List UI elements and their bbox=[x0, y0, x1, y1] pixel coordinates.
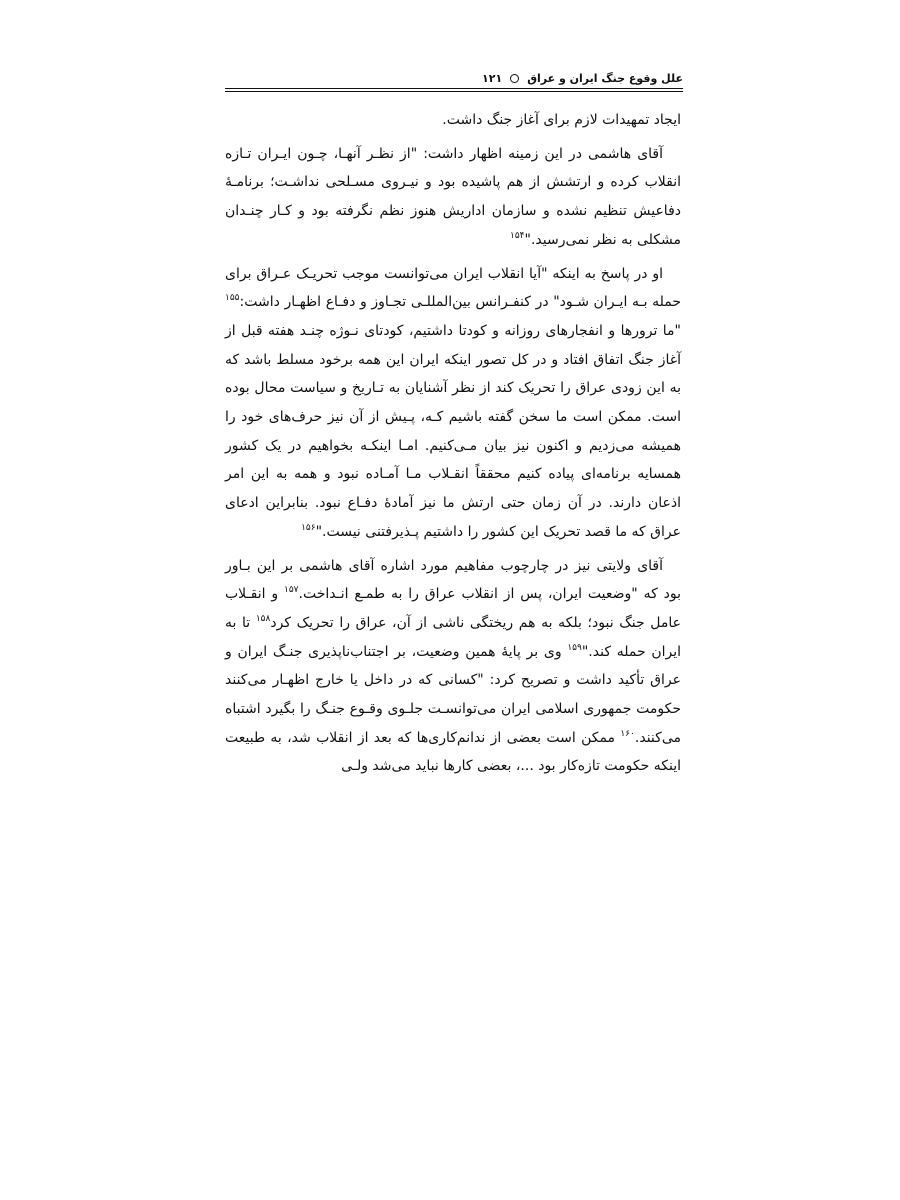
page-header bbox=[225, 70, 683, 92]
paragraph-1 bbox=[225, 106, 681, 135]
body-text bbox=[225, 106, 681, 786]
footnote-ref-159: ۱۵۹ bbox=[567, 642, 582, 653]
paragraph-1-text: ایجاد تمهیدات لازم برای آغاز جنگ داشت. bbox=[442, 112, 681, 128]
paragraph-4-text-4: وی بر پایۀ همین وضعیت، بر اجتناب‌ناپذیری جنـگ ایران و عراق تأکید داشت و تصریح کرد: "کسانی که در داخل یا خارج اظهـار می‌کنند حکومت جمهوری اسلامی ایران می‌توانسـت جلـوی وقـوع جنـگ را بگیرد اشتباه می‌کنند. bbox=[225, 643, 681, 746]
header-double-rule bbox=[225, 88, 683, 92]
footnote-ref-154: ۱۵۴ bbox=[509, 230, 525, 241]
running-head bbox=[225, 70, 683, 86]
running-title: علل وقوع جنگ ایران و عراق bbox=[527, 71, 683, 85]
paragraph-3-text-2: "ما ترورها و انفجارهای روزانه و کودتا داشتیم، کودتای نـوژه چنـد هفته قبل از آغاز جنگ اتفاق افتاد و در کل تصور اینکه ایران این همه برخود مسلط باشد که به این زودی عراق را تحریک کند از نظر آشنایان به تـاریخ و سیاست محال بوده است. ممکن است ما سخن گفته باشیم کـه، پـیش از آن نیز حرف‌های خود را همیشه می‌زدیم و اکنون نیز بیان مـی‌کنیم. امـا اینکـه بخواهیم در یک کشور همسایه برنامه‌ای پیاده کنیم محققاً انقـلاب مـا آمـاده نبود و همه به این امر اذعان دارند. در آن زمان حتی ارتش ما نیز آمادۀ دفـاع نبود. بنابراین ادعای عراق که ما قصد تحریک این کشور را داشتیم پـذیرفتنی نیست." bbox=[225, 322, 681, 540]
footnote-ref-155: ۱۵۵ bbox=[225, 293, 240, 304]
footnote-ref-157: ۱۵۷ bbox=[284, 585, 299, 596]
paragraph-4-text-2: و انقـلاب عامل جنگ نبود؛ بلکه به هم ریختگی ناشی از آن، عراق را تحریک کرد bbox=[225, 586, 681, 631]
paragraph-4-text-1: آقای ولایتی نیز در چارچوب مفاهیم مورد اشاره آقای هاشمی بر این بـاور بود که "وضعیت ایران، پس از انقلاب عراق را به طمـع انـداخت. bbox=[225, 557, 681, 603]
paragraph-2-text: آقای هاشمی در این زمینه اظهار داشت: "از نظـر آنهـا، چـون ایـران تـازه انقلاب کرده و ارتشش از هم پاشیده بود و نیـروی مسـلحی نداشـت؛ برنامـۀ دفاعیش تنظیم نشده و سازمان اداریش هنوز نظم نگرفته بود و کـار چنـدان مشکلی به نظر نمی‌رسید." bbox=[225, 145, 681, 248]
paragraph-4 bbox=[225, 552, 681, 782]
circle-separator-icon bbox=[510, 74, 519, 83]
paragraph-4-text-5: ممکن است بعضی از ندانم‌کاری‌ها که بعد از انقلاب شد، به طبیعت اینکه حکومت تازه‌کار بود ...، بعضی کارها نباید می‌شد ولـی bbox=[225, 729, 681, 775]
paragraph-3-text-1: او در پاسخ به اینکه "آیا انقلاب ایران می‌توانست موجب تحریـک عـراق برای حمله بـه ایـران شـود" در کنفـرانس بین‌المللـی تجـاوز و دفـاع اظهـار داشت: bbox=[225, 265, 681, 311]
footnote-ref-156: ۱۵۶ bbox=[301, 522, 316, 533]
paragraph-3 bbox=[225, 260, 681, 547]
page-number: ۱۲۱ bbox=[482, 71, 503, 85]
footnote-ref-160: ۱۶۰ bbox=[620, 728, 635, 739]
paragraph-4-text-3: تا به ایران حمله کند." bbox=[225, 614, 681, 660]
footnote-ref-158: ۱۵۸ bbox=[255, 613, 271, 624]
paragraph-2 bbox=[225, 140, 681, 255]
